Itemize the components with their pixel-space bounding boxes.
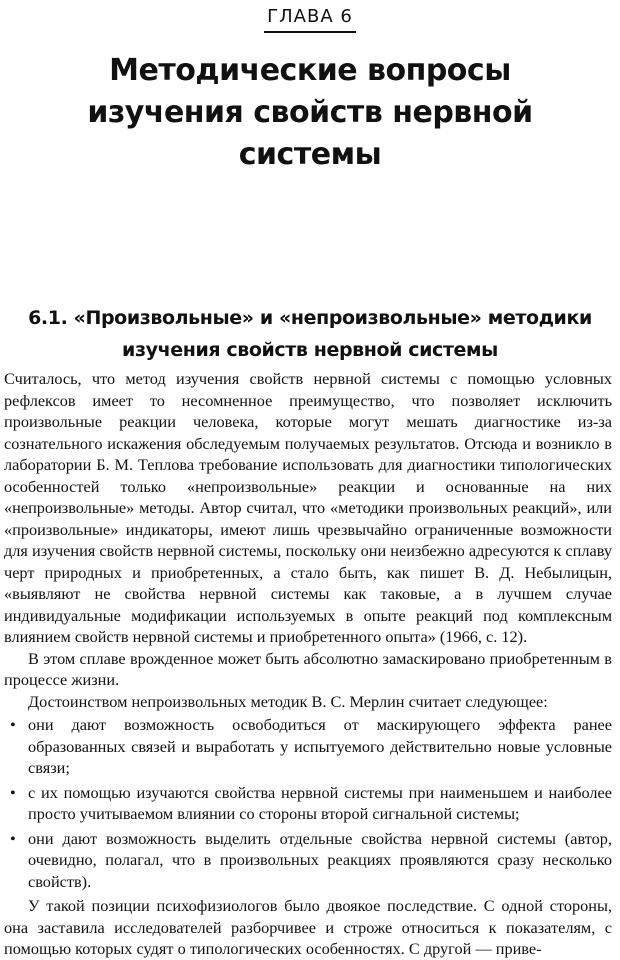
section-heading [10,302,610,366]
bullet-icon: • [10,715,16,734]
section-title: «Произвольные» и «непроизвольные» методики изучения свойств нервной системы [73,307,592,361]
chapter-title: Методические вопросы изучения свойств нервной системы [87,53,533,172]
section-number: 6.1. [28,307,68,329]
paragraph: Достоинством непроизвольных методик В. С. Мерлин считает следующее: [28,691,548,711]
bullet-icon: • [10,828,16,848]
list-item [4,828,612,893]
paragraph: В этом сплаве врожденное может быть абсолютно замаскировано приобретенным в процессе жизни. [4,648,612,689]
paragraph: У такой позиции психофизиологов было двоякое последствие. С одной стороны, она заставила исследователей разборчивее и строже относиться к показателям, с помощью которых судят о типологических особенностях. С другой — приве- [4,896,612,958]
body-text [4,368,612,960]
bullet-list [4,714,612,892]
bullet-icon: • [10,782,16,802]
chapter-label: ГЛАВА 6 [264,5,356,33]
list-item [4,782,612,825]
list-item [4,714,612,779]
paragraph: Считалось, что метод изучения свойств нервной системы с помощью условных рефлексов имеет то несомненное преимущество, что позволяет исключить произвольные реакции человека, которые могут мешать диагностике из-за сознательного искажения обследуемым получаемых результатов. Отсюда и возникло в лаборатории Б. М. Теплова требование использовать для диагностики типологических особенностей только «непроизвольные» реакции и основанные на них «непроизвольные» методы. Автор считал, что «методики произвольных реакций», или «произвольные» индикаторы, имеют лишь чрезвычайно ограниченные возможности для изучения свойств нервной системы, поскольку они неизбежно адресуются к сплаву черт природных и приобретенных, а стало быть, как пишет В. Д. Небылицын, «выявляют не свойства нервной системы как таковые, а в лучшем случае индивидуальные модификации используемых в опыте реакций под комплексным влиянием свойств нервной системы и приобретенного опыта» (1966, с. 12). [4,369,612,646]
list-item-text: с их помощью изучаются свойства нервной системы при наименьшем и наиболее просто учитываемом влиянии со стороны второй сигнальной системы; [28,782,612,823]
list-item-text: они дают возможность выделить отдельные свойства нервной системы (автор, очевидно, полагал, что в произвольных реакциях проявляются сразу несколько свойств). [28,828,612,891]
list-item-text: они дают возможность освободиться от маскирующего эффекта ранее образованных связей и выработать у испытуемого действительно новые условные связи; [28,715,612,777]
